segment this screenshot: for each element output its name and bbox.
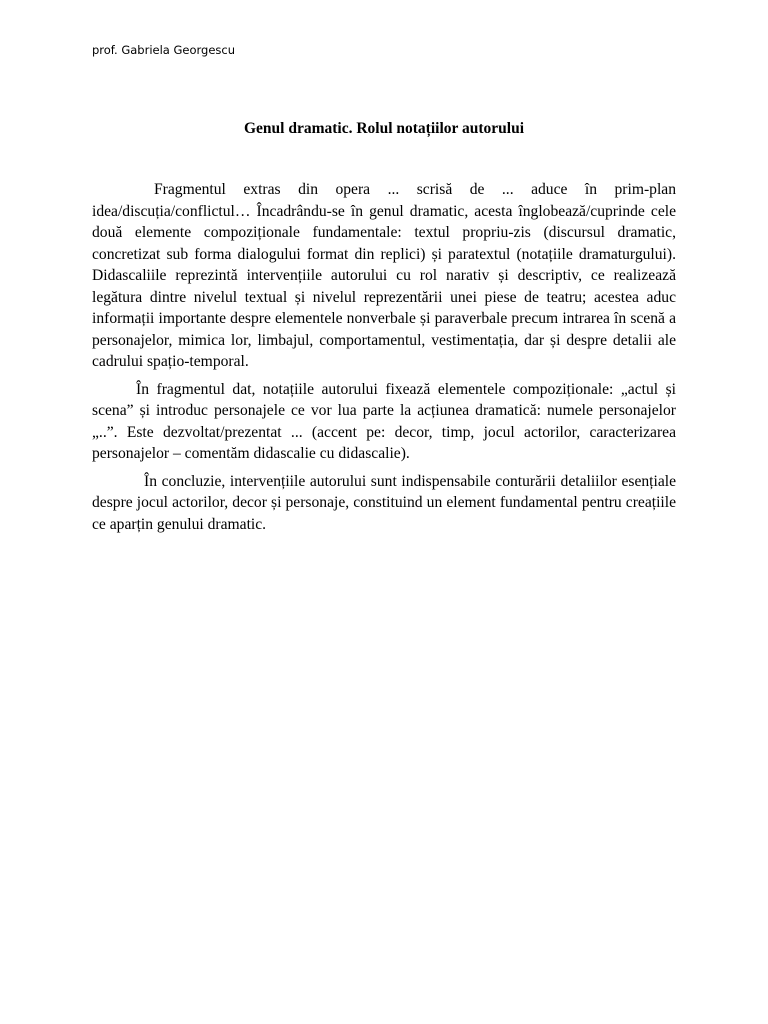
- document-title: Genul dramatic. Rolul notațiilor autorului: [243, 120, 525, 137]
- paragraph-conclusion: În concluzie, intervențiile autorului sunt indispensabile conturării detaliilor esențiale despre jocul actorilor, decor și personaje, constituind un element fundamental pentru creațiile ce aparțin genului dramatic.: [92, 472, 676, 533]
- paragraph-introduction: Fragmentul extras din opera ... scrisă de ... aduce în prim-plan idea/discuția/conflictul… Încadrându-se în genul dramatic, acesta înglobează/cuprinde cele două elemente compoziționale fundamentale: textul propriu-zis (discursul dramatic, concretizat sub forma dialogului format din replici) și paratextul (notațiile dramaturgului). Didascaliile reprezintă intervențiile autorului cu rol narativ și descriptiv, ce realizează legătura dintre nivelul textual și nivelul reprezentării unei piese de teatru; acestea aduc informații importante despre elementele nonverbale și paraverbale precum intrarea în scenă a personajelor, mimica lor, limbajul, comportamentul, vestimentația, dar și despre detalii ale cadrului spațio-temporal.: [92, 181, 676, 370]
- document-body: [92, 179, 676, 541]
- author-header: prof. Gabriela Georgescu: [92, 43, 236, 57]
- paragraph-analysis: În fragmentul dat, notațiile autorului fixează elementele compoziționale: „actul și scena” și introduc personajele ce vor lua parte la acțiunea dramatică: numele personajelor „..”. Este dezvoltat/prezentat ... (accent pe: decor, timp, jocul actorilor, caracterizarea personajelor – comentăm didascalie cu didascalie).: [92, 380, 676, 462]
